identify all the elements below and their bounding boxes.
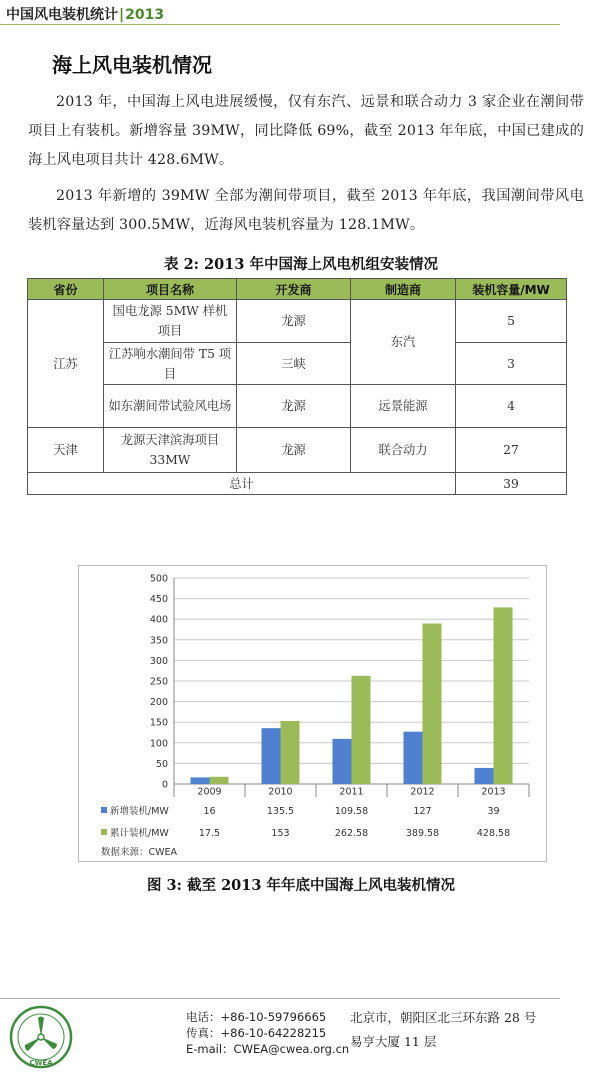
cell-capacity: 4 [456, 385, 567, 428]
y-tick-label: 450 [149, 594, 168, 606]
chart-frame [78, 565, 547, 862]
table-header-row [28, 279, 567, 300]
cell-province: 江苏 [28, 300, 104, 428]
cell-manufacturer: 联合动力 [351, 428, 456, 473]
x-tick-label: 2011 [339, 786, 364, 798]
data-table-value: 428.58 [476, 828, 511, 839]
col-header-capacity: 装机容量/MW [456, 279, 567, 300]
y-tick-label: 500 [149, 573, 168, 585]
cell-developer: 三峡 [237, 343, 351, 385]
table-total-row [28, 473, 567, 495]
cell-manufacturer: 东汽 [351, 300, 456, 385]
col-header-project: 项目名称 [104, 279, 237, 300]
bar-new [475, 768, 494, 784]
installation-table [27, 278, 567, 495]
section-title: 海上风电装机情况 [52, 53, 212, 77]
bar-cumulative [352, 676, 371, 784]
bar-cumulative [423, 623, 442, 784]
cell-project: 江苏响水潮间带 T5 项目 [104, 343, 237, 385]
table-row [28, 385, 567, 428]
bar-new [333, 739, 352, 784]
cell-project: 如东潮间带试验风电场 [104, 385, 237, 428]
y-tick-label: 350 [149, 635, 168, 647]
offshore-capacity-chart [79, 566, 546, 861]
bar-new [404, 732, 423, 784]
cell-capacity: 3 [456, 343, 567, 385]
paragraph-1: 2013 年，中国海上风电进展缓慢，仅有东汽、远景和联合动力 3 家企业在潮间带项目上有装机。新增容量 39MW，同比降低 69%，截至 2013 年年底，中国已建成的海上风电项目共计 428.6MW。 [28, 94, 584, 168]
footer-address-2: 易亨大厦 11 层 [350, 1034, 437, 1049]
cell-developer: 龙源 [237, 300, 351, 343]
data-table-value: 109.58 [334, 806, 369, 817]
data-table-value: 16 [203, 806, 216, 817]
header-title [6, 4, 164, 24]
data-table-value: 135.5 [266, 806, 295, 817]
y-tick-label: 250 [149, 676, 168, 688]
cwea-logo [8, 1004, 74, 1070]
data-table-value: 127 [413, 806, 432, 817]
col-header-province: 省份 [28, 279, 104, 300]
figure-caption: 图 3: 截至 2013 年年底中国海上风电装机情况 [147, 877, 455, 894]
col-header-manufacturer: 制造商 [351, 279, 456, 300]
header-year: 2013 [125, 7, 165, 23]
cell-developer: 龙源 [237, 385, 351, 428]
y-tick-label: 150 [149, 717, 168, 729]
header-divider [0, 24, 560, 25]
footer-divider [0, 998, 560, 999]
table-row [28, 343, 567, 385]
cwea-logo-icon [8, 1004, 74, 1070]
paragraph-2: 2013 年新增的 39MW 全部为潮间带项目，截至 2013 年年底，我国潮间带风电装机容量达到 300.5MW，近海风电装机容量为 128.1MW。 [28, 188, 584, 233]
table-row [28, 300, 567, 343]
data-table-value: 39 [487, 806, 500, 817]
data-table-value: 389.58 [405, 828, 440, 839]
data-table-value: 262.58 [334, 828, 369, 839]
x-tick-label: 2012 [410, 786, 435, 798]
x-tick-label: 2013 [481, 786, 506, 798]
data-table-value: 153 [271, 828, 290, 839]
table-caption: 表 2: 2013 年中国海上风电机组安装情况 [164, 256, 438, 273]
y-tick-label: 50 [155, 758, 168, 770]
legend-swatch [101, 829, 107, 835]
cell-province: 天津 [28, 428, 104, 473]
x-tick-label: 2010 [268, 786, 293, 798]
cell-project: 国电龙源 5MW 样机项目 [104, 300, 237, 343]
bar-cumulative [210, 777, 229, 784]
cell-manufacturer: 远景能源 [351, 385, 456, 428]
chart-source-note: 数据来源：CWEA [101, 847, 178, 858]
logo-text: CWEA [29, 1059, 53, 1067]
header-org: 中国风电装机统计 [6, 7, 118, 23]
y-tick-label: 100 [149, 738, 168, 750]
legend-swatch [101, 807, 107, 813]
bar-new [191, 777, 210, 784]
cell-capacity: 27 [456, 428, 567, 473]
footer-email[interactable]: E-mail：CWEA@cwea.org.cn [186, 1042, 350, 1056]
legend-label: 累计装机/MW [110, 828, 169, 839]
cell-total-label: 总计 [28, 473, 456, 495]
x-tick-label: 2009 [197, 786, 222, 798]
bar-cumulative [281, 721, 300, 784]
cell-project: 龙源天津滨海项目 33MW [104, 428, 237, 473]
y-tick-label: 400 [149, 614, 168, 626]
y-tick-label: 0 [161, 779, 168, 791]
footer-address-1: 北京市，朝阳区北三环东路 28 号 [350, 1010, 537, 1025]
bar-new [262, 728, 281, 784]
y-tick-label: 300 [149, 655, 168, 667]
table-row [28, 428, 567, 473]
y-tick-label: 200 [149, 697, 168, 709]
col-header-developer: 开发商 [237, 279, 351, 300]
bar-cumulative [494, 607, 513, 784]
cell-total-value: 39 [456, 473, 567, 495]
header-separator: | [119, 7, 125, 23]
cell-capacity: 5 [456, 300, 567, 343]
legend-label: 新增装机/MW [110, 806, 169, 817]
cell-developer: 龙源 [237, 428, 351, 473]
footer-tel: 电话：+86-10-59796665 [186, 1010, 327, 1024]
data-table-value: 17.5 [198, 828, 221, 839]
footer-fax: 传真：+86-10-64228215 [186, 1026, 327, 1040]
